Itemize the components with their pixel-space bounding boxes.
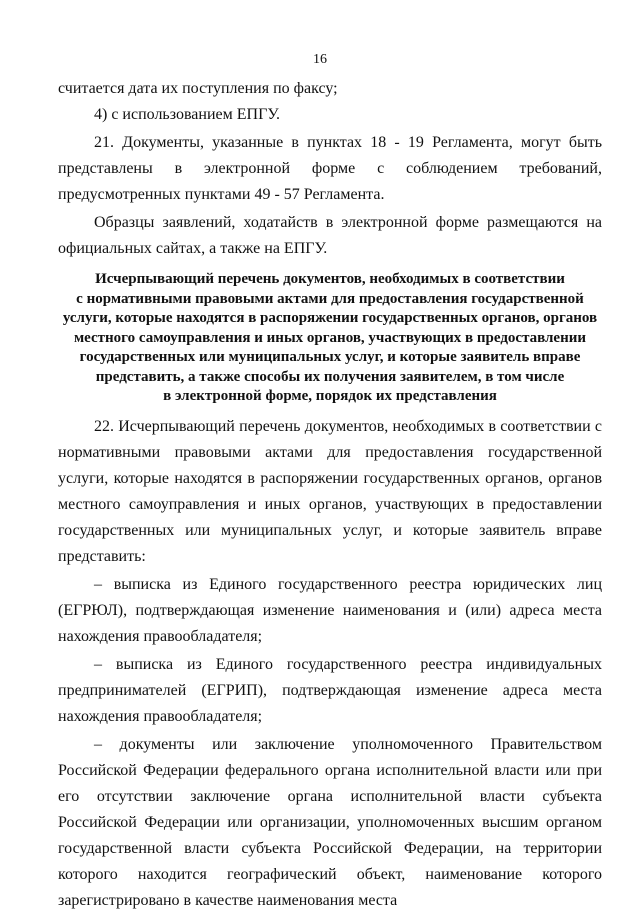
top-section (58, 76, 602, 262)
page-number: 16 (313, 52, 327, 67)
heading-line: государственных или муниципальных услуг, и которые заявитель вправе (79, 349, 581, 365)
heading-line: Исчерпывающий перечень документов, необходимых в соответствии (95, 271, 565, 287)
paragraph-samples: Образцы заявлений, ходатайств в электронной форме размещаются на официальных сайтах, а также на ЕПГУ. (58, 214, 602, 257)
heading-line: услуги, которые находятся в распоряжении государственных органов, органов (62, 310, 598, 326)
paragraph-fax-continuation: считается дата их поступления по факсу; (58, 80, 338, 97)
heading-line: местного самоуправления и иных органов, участвующих в предоставлении (73, 329, 587, 346)
section-heading (58, 270, 602, 407)
list-item-documents: – документы или заключение уполномоченного Правительством Российской Федерации федерального органа исполнительной власти или при его отсутствии заключение органа исполнительной власти субъекта Российской Федерации или организации, уполномоченных высшим органом государственной власти субъекта Российской Федерации, на территории которого находится географический объект, наименование которого зарегистрировано в качестве наименования места (58, 736, 602, 909)
heading-line: с нормативными правовыми актами для предоставления государственной (76, 290, 584, 307)
heading-line: в электронной форме, порядок их представления (163, 388, 497, 404)
bottom-section (58, 414, 602, 914)
heading-line: представить, а также способы их получения заявителем, в том числе (95, 368, 565, 385)
list-item-egrul: – выписка из Единого государственного реестра юридических лиц (ЕГРЮЛ), подтверждающая изменение наименования и (или) адреса места нахождения правообладателя; (58, 576, 602, 645)
list-item-egrip: – выписка из Единого государственного реестра индивидуальных предпринимателей (ЕГРИП), подтверждающая изменение адреса места нахождения правообладателя; (58, 656, 602, 725)
list-item-epgu: 4) с использованием ЕПГУ. (94, 106, 281, 123)
paragraph-22: 22. Исчерпывающий перечень документов, необходимых в соответствии с нормативными правовыми актами для предоставления государственной услуги, которые находятся в распоряжении государственных органов, органов местного самоуправления и иных органов, участвующих в предоставлении государственных или муниципальных услуг, и которые заявитель вправе представить: (58, 418, 602, 565)
paragraph-21: 21. Документы, указанные в пунктах 18 - 19 Регламента, могут быть представлены в электронной форме с соблюдением требований, предусмотренных пунктами 49 - 57 Регламента. (58, 134, 602, 203)
